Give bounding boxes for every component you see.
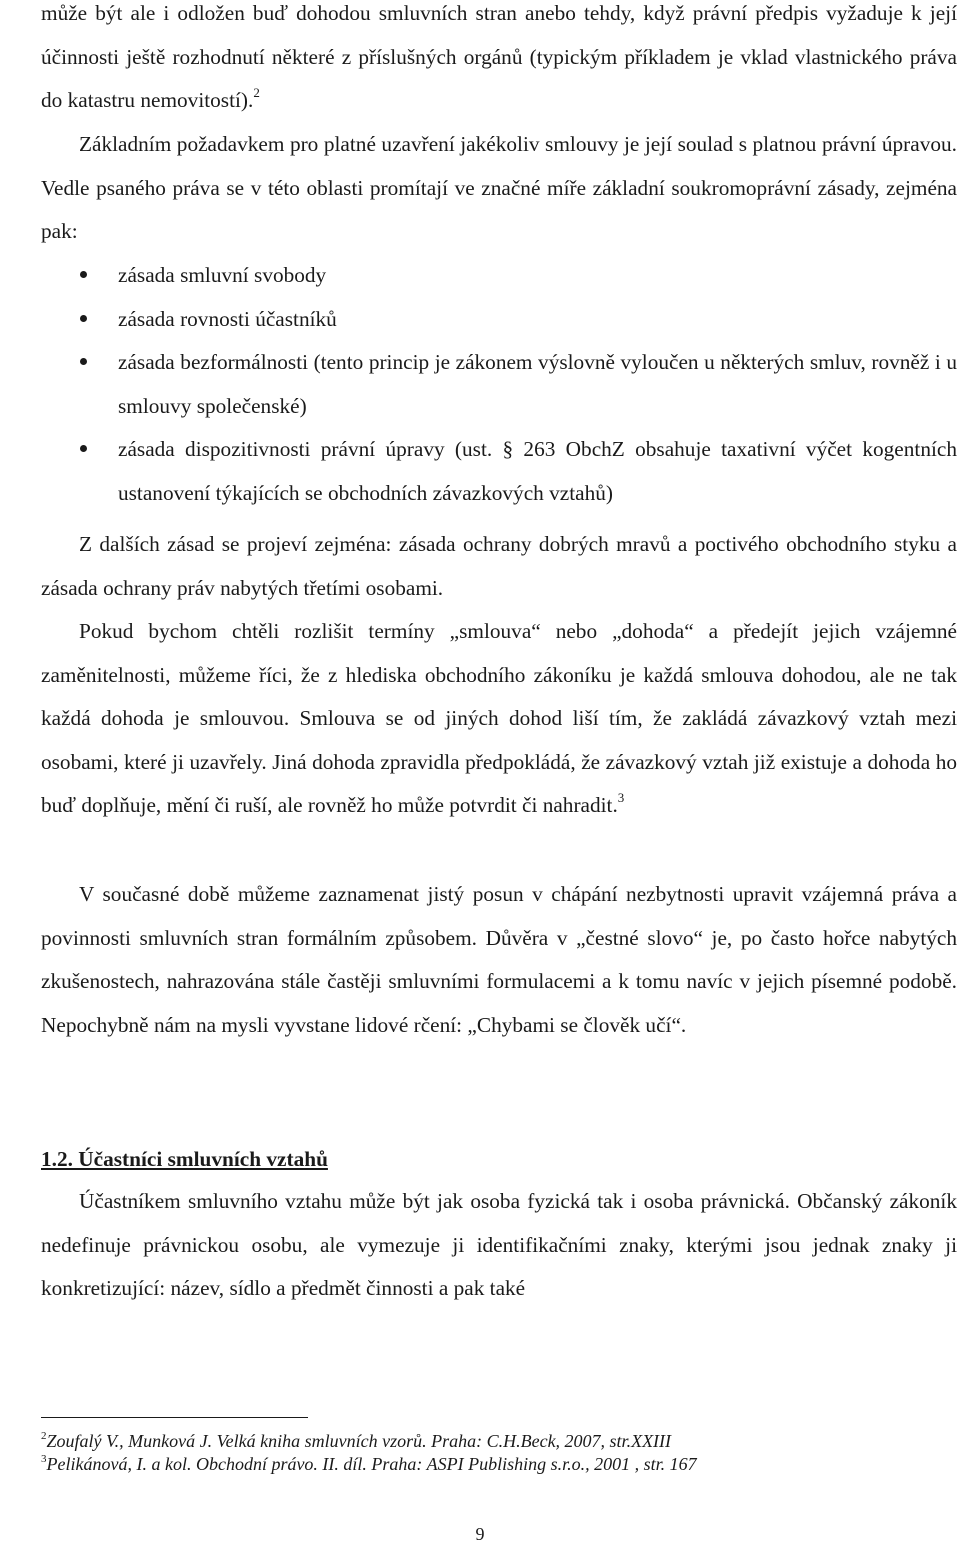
list-item	[41, 254, 957, 298]
footnote-ref-2[interactable]: 2	[253, 85, 260, 101]
bullet-icon	[80, 445, 87, 452]
list-item-text: zásada dispozitivnosti právní úpravy (ust. § 263 ObchZ obsahuje taxativní výčet kogentních ustanovení týkajících se obchodních závazkových vztahů)	[118, 437, 957, 505]
list-item-text: zásada smluvní svobody	[118, 263, 327, 287]
bullet-icon	[80, 271, 87, 278]
list-item-text: zásada rovnosti účastníků	[118, 306, 337, 331]
footnote-number: 2	[41, 1430, 47, 1442]
paragraph-5: V současné době můžeme zaznamenat jistý posun v chápání nezbytnosti upravit vzájemná práva a povinnosti smluvních stran formálním způsobem. Důvěra v „čestné slovo“ je, po často hořce nabytých zkušenostech, nahrazována stále častěji smluvními formulacemi a k tomu navíc v jejich písemné podobě. Nepochybně nám na mysli vyvstane lidové rčení: „Chybami se člověk učí“.	[41, 882, 957, 1037]
paragraph-1-text: může být ale i odložen buď dohodou smluvních stran anebo tehdy, když právní předpis vyžaduje k její účinnosti ještě rozhodnutí některé z příslušných orgánů (typickým příkladem je vklad vlastnického práva do katastru nemovitostí).	[41, 1, 957, 113]
paragraph-2: Základním požadavkem pro platné uzavření jakékoliv smlouvy je její soulad s platnou právní úpravou. Vedle psaného práva se v této oblasti promítají ve značné míře základní soukromoprávní zásady, zejména pak:	[41, 132, 957, 244]
section-heading: 1.2. Účastníci smluvních vztahů	[41, 1147, 328, 1171]
footnote-separator	[41, 1417, 308, 1418]
list-item	[41, 341, 957, 428]
paragraph-1	[41, 0, 957, 123]
page-number: 9	[475, 1524, 485, 1544]
paragraph-4	[41, 610, 957, 828]
footnote-3	[41, 1453, 957, 1476]
footnote-number: 3	[41, 1453, 47, 1465]
list-item	[41, 298, 957, 342]
footnote-text: Zoufalý V., Munková J. Velká kniha smluvních vzorů. Praha: C.H.Beck, 2007, str.XXIII	[46, 1431, 672, 1451]
bullet-icon	[80, 358, 87, 365]
footnote-2	[41, 1430, 957, 1453]
paragraph-6: Účastníkem smluvního vztahu může být jak osoba fyzická tak i osoba právnická. Občanský zákoník nedefinuje právnickou osobu, ale vymezuje ji identifikačními znaky, kterými jsou jednak znaky ji konkretizující: název, sídlo a předmět činnosti a pak také	[41, 1189, 957, 1301]
list-item	[41, 428, 957, 515]
footnote-ref-3[interactable]: 3	[617, 790, 625, 806]
list-item-text: zásada bezformálnosti (tento princip je zákonem výslovně vyloučen u některých smluv, rovněž i u smlouvy společenské)	[118, 350, 957, 418]
footnote-text: Pelikánová, I. a kol. Obchodní právo. II. díl. Praha: ASPI Publishing s.r.o., 2001 , str. 167	[46, 1454, 697, 1474]
bullet-icon	[80, 315, 87, 322]
paragraph-3: Z dalších zásad se projeví zejména: zásada ochrany dobrých mravů a poctivého obchodního styku a zásada ochrany práv nabytých třetími osobami.	[41, 532, 957, 600]
principles-list	[41, 254, 957, 516]
footnotes	[41, 1430, 957, 1476]
paragraph-4-text: Pokud bychom chtěli rozlišit termíny „smlouva“ nebo „dohoda“ a předejít jejich vzájemné zaměnitelnosti, můžeme říci, že z hlediska obchodního zákoníku je každá smlouva dohodou, ale ne tak každá dohoda je smlouvou. Smlouva se od jiných dohod liší tím, že zakládá závazkový vztah mezi osobami, které ji uzavřely. Jiná dohoda zpravidla předpokládá, že závazkový vztah již existuje a dohoda ho buď doplňuje, mění či ruší, ale rovněž ho může potvrdit či nahradit.	[41, 619, 957, 818]
